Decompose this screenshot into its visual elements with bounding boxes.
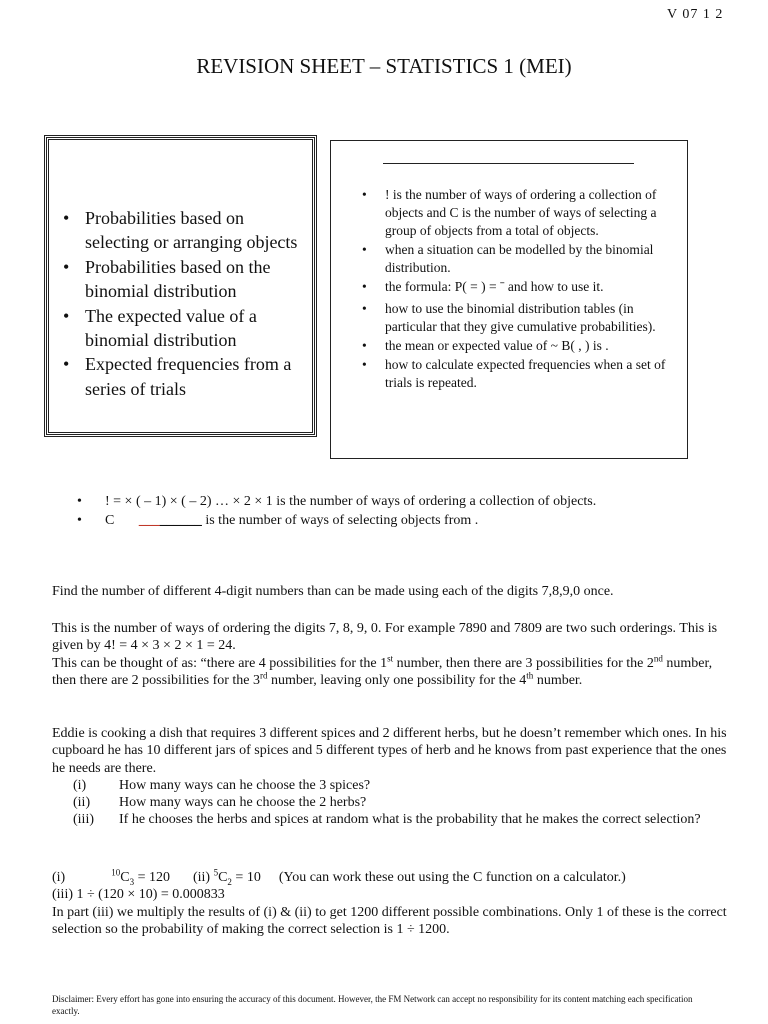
requirement-item: • how to calculate expected frequencies when a set of trials is repeated. [359,356,679,392]
superscript: 5 [213,867,219,878]
example2-intro: Eddie is cooking a dish that requires 3 different spices and 2 different herbs, but he doesn’t remember which ones. In his cupboard he has 10 different jars of spices and 5 different types of herb and he knows from past experience that the ones he needs are there. [52,726,727,776]
question-item [52,794,732,811]
text-run: = 10 [231,870,261,885]
text-run: number. [533,672,583,688]
combination-definition [75,511,725,530]
text-run: (You can work these out using the C function on a calculator.) [278,870,626,885]
subscript: 3 [129,876,135,887]
answer-label: (i) [52,870,66,885]
fraction-blank: ___ [138,513,160,528]
example1-answer-p2 [52,652,732,690]
question-item [52,777,732,794]
superscript: 10 [111,867,121,878]
answer-explanation: In part (iii) we multiply the results of (i) & (ii) to get 1200 different possible combinations. Only 1 of these is the correct selection so the probability of making the correct selection is 1 ÷ 1200. [52,904,727,937]
example2-question [52,725,732,829]
question-number: (iii) [73,812,94,828]
topic-item: • Probabilities based on the binomial distribution [61,255,301,304]
factorial-definition: • ! = × ( – 1) × ( – 2) … × 2 × 1 is the number of ways of ordering a collection of objects. [75,492,725,511]
text-run: C [218,870,228,885]
text-run: number, then there are 2 possibilities for the 3 [52,655,713,688]
example1-answer [52,620,732,689]
superscript: th [526,670,534,681]
heading-rule [383,163,634,164]
text-run: number, then there are 3 possibilities for the 2 [393,655,654,671]
topic-item: • Expected frequencies from a series of trials [61,352,301,401]
requirement-item: • the formula: P( = ) = ˉ and how to use it. [359,278,679,296]
question-text: How many ways can he choose the 2 herbs? [119,795,367,811]
text-run: number, leaving only one possibility for the 4 [267,672,527,688]
requirement-item: • the mean or expected value of ~ B( , ) is . [359,337,679,355]
superscript: rd [260,670,268,681]
question-item [52,811,732,828]
answer-line-2: (iii) 1 ÷ (120 × 10) = 0.000833 [52,887,225,903]
page-title: REVISION SHEET – STATISTICS 1 (MEI) [196,54,572,78]
requirement-item: • when a situation can be modelled by the binomial distribution. [359,241,679,277]
topics-list [61,206,301,401]
fraction-underline: ______ [159,513,202,528]
topic-item: • Probabilities based on selecting or arranging objects [61,206,301,255]
text-run: = 120 [134,870,170,885]
combination-text: is the number of ways of selecting objects from . [201,513,479,528]
requirements-box [330,140,688,459]
answer-label: (ii) [192,870,214,885]
subscript: 2 [227,876,232,887]
superscript: nd [653,652,663,663]
example2-answer [52,869,732,938]
requirements-list [359,186,679,393]
question-number: (i) [73,777,87,793]
answer-line-1 [52,869,732,886]
requirement-item: • ! is the number of ways of ordering a collection of objects and C is the number of ways of selecting a group of objects from a total of objects. [359,186,679,240]
definitions [75,492,725,530]
example1-answer-p1: This is the number of ways of ordering the digits 7, 8, 9, 0. For example 7890 and 7809 are two such orderings. This is given by 4! = 4 × 3 × 2 × 1 = 24. [52,621,718,654]
requirement-item: • how to use the binomial distribution tables (in particular that they give cumulative probabilities). [359,300,679,336]
topic-item: • The expected value of a binomial distribution [61,304,301,353]
question-text: If he chooses the herbs and spices at random what is the probability that he makes the correct selection? [119,812,701,828]
text-run: C [120,870,130,885]
topics-box [46,137,315,435]
text-run: This can be thought of as: “there are 4 possibilities for the 1 [52,655,388,671]
question-number: (ii) [73,795,91,811]
superscript: st [387,652,394,663]
version-code: V 07 1 2 [667,7,724,22]
disclaimer: Disclaimer: Every effort has gone into ensuring the accuracy of this document. However, the FM Network can accept no responsibility for its content matching each specification exactly. [52,994,693,1016]
example2-question-list [52,777,732,829]
example1-question: Find the number of different 4-digit numbers than can be made using each of the digits 7,8,9,0 once. [52,584,614,599]
question-text: How many ways can he choose the 3 spices? [119,777,371,793]
combination-symbol: C [105,513,115,528]
